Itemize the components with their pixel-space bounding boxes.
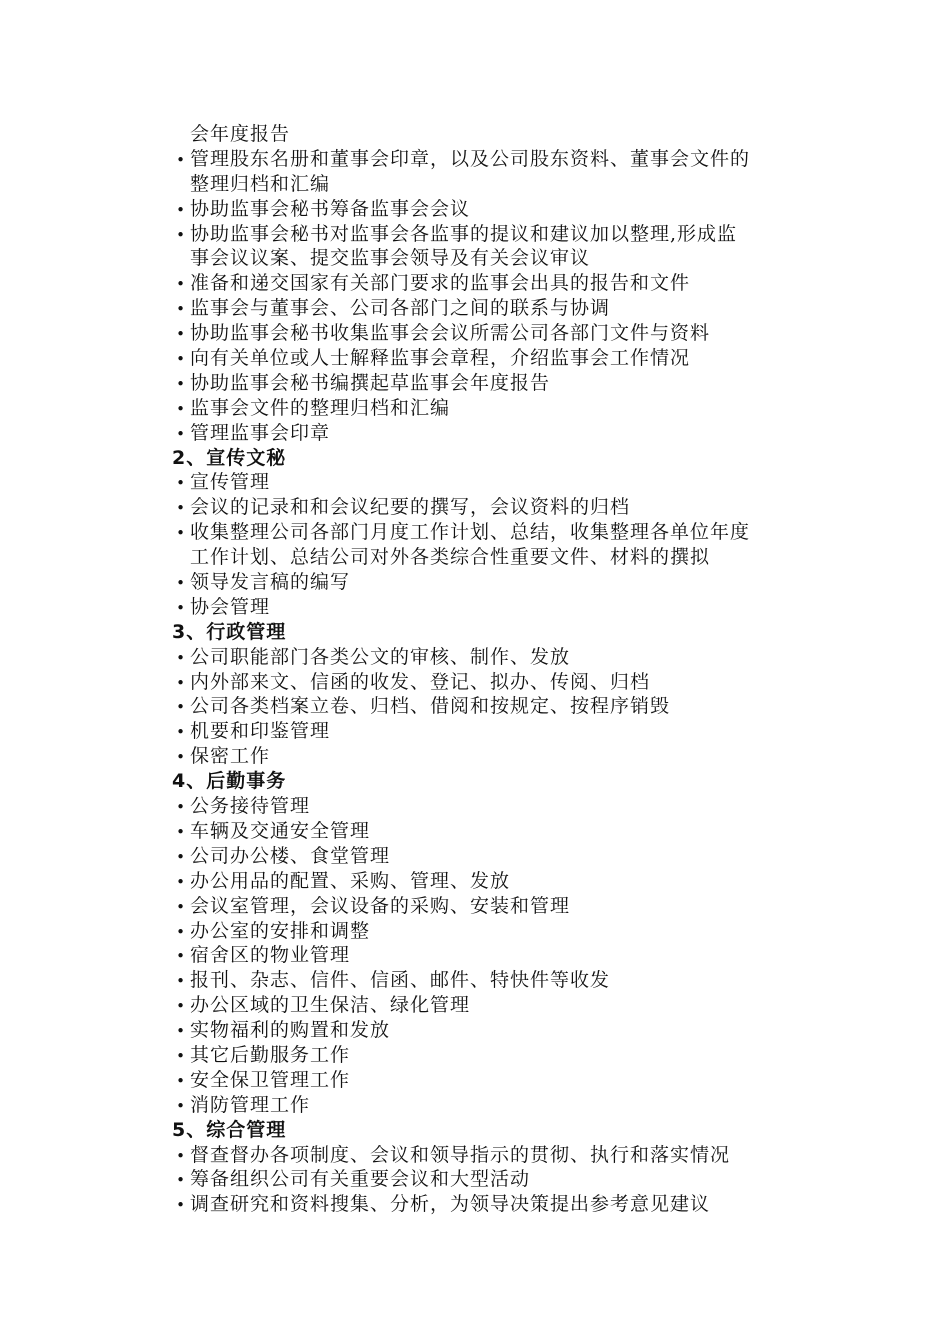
list-item (172, 894, 822, 919)
list-item-text: 机要和印鉴管理 (190, 720, 331, 743)
bullet-icon: • (176, 424, 186, 443)
list-item (172, 1043, 822, 1068)
list-item-text: 管理监事会印章 (190, 421, 331, 444)
list-item (172, 694, 822, 719)
list-item (172, 296, 822, 321)
list-item (172, 1167, 822, 1192)
list-item (172, 321, 822, 346)
bullet-icon: • (176, 225, 186, 244)
list-item-continuation: 整理归档和汇编 (190, 172, 331, 195)
list-item-text: 管理股东名册和董事会印章，以及公司股东资料、董事会文件的 (190, 147, 751, 170)
bullet-icon: • (176, 997, 186, 1016)
section-heading: 5、综合管理 (172, 1118, 287, 1141)
list-item (172, 1192, 822, 1217)
bullet-icon: • (176, 350, 186, 369)
list-item (172, 271, 822, 296)
bullet-icon: • (176, 399, 186, 418)
bullet-icon: • (176, 524, 186, 543)
list-item (172, 968, 822, 993)
list-item-text: 会议室管理，会议设备的采购、安装和管理 (190, 894, 571, 917)
list-item-text: 协助监事会秘书对监事会各监事的提议和建议加以整理,形成监 (190, 222, 738, 245)
list-item-text: 公司办公楼、食堂管理 (190, 844, 391, 867)
list-item (172, 1018, 822, 1043)
bullet-icon: • (176, 275, 186, 294)
bullet-icon: • (176, 897, 186, 916)
list-item-text: 报刊、杂志、信件、信函、邮件、特快件等收发 (190, 969, 611, 992)
bullet-icon: • (176, 723, 186, 742)
list-item-text: 宿舍区的物业管理 (190, 944, 351, 967)
bullet-icon: • (176, 1196, 186, 1215)
list-item-continuation: 工作计划、总结公司对外各类综合性重要文件、材料的撰拟 (190, 546, 711, 569)
bullet-icon: • (176, 598, 186, 617)
bullet-icon: • (176, 1146, 186, 1165)
list-item (172, 844, 822, 869)
list-item (172, 470, 822, 495)
list-item-text: 领导发言稿的编写 (190, 571, 351, 594)
list-item (172, 222, 822, 247)
bullet-icon: • (176, 847, 186, 866)
list-item-continuation: 会年度报告 (190, 123, 291, 145)
list-item (172, 396, 822, 421)
list-item (172, 744, 822, 769)
list-item-text: 公司各类档案立卷、归档、借阅和按规定、按程序销毁 (190, 695, 671, 718)
list-item-text: 准备和递交国家有关部门要求的监事会出具的报告和文件 (190, 272, 691, 295)
bullet-icon: • (176, 150, 186, 169)
list-item (172, 495, 822, 520)
list-item-text: 安全保卫管理工作 (190, 1068, 351, 1091)
list-item-text: 车辆及交通安全管理 (190, 819, 371, 842)
list-item-text: 监事会文件的整理归档和汇编 (190, 396, 451, 419)
bullet-icon: • (176, 300, 186, 319)
list-item-text: 办公区域的卫生保洁、绿化管理 (190, 994, 471, 1017)
list-item-text: 办公用品的配置、采购、管理、发放 (190, 869, 511, 892)
list-item (172, 719, 822, 744)
section-heading: 3、行政管理 (172, 620, 287, 643)
list-item-text: 向有关单位或人士解释监事会章程，介绍监事会工作情况 (190, 347, 691, 370)
bullet-icon: • (176, 499, 186, 518)
document-body (172, 122, 822, 1217)
list-item (172, 520, 822, 545)
list-item-text: 筹备组织公司有关重要会议和大型活动 (190, 1168, 531, 1191)
bullet-icon: • (176, 474, 186, 493)
list-item (172, 1143, 822, 1168)
list-item-text: 协会管理 (190, 595, 271, 618)
bullet-icon: • (176, 1071, 186, 1090)
bullet-icon: • (176, 748, 186, 767)
bullet-icon: • (176, 374, 186, 393)
list-item (172, 147, 822, 172)
list-item (172, 421, 822, 446)
bullet-icon: • (176, 648, 186, 667)
section-heading: 4、后勤事务 (172, 770, 287, 793)
bullet-icon: • (176, 872, 186, 891)
bullet-icon: • (176, 798, 186, 817)
list-item (172, 919, 822, 944)
list-item-text: 收集整理公司各部门月度工作计划、总结，收集整理各单位年度 (190, 521, 751, 544)
list-item (172, 794, 822, 819)
bullet-icon: • (176, 1096, 186, 1115)
list-item-text: 督查督办各项制度、会议和领导指示的贯彻、执行和落实情况 (190, 1143, 731, 1166)
list-item (172, 595, 822, 620)
bullet-icon: • (176, 200, 186, 219)
list-item (172, 670, 822, 695)
list-item-text: 协助监事会秘书收集监事会会议所需公司各部门文件与资料 (190, 322, 711, 345)
list-item-text: 内外部来文、信函的收发、登记、拟办、传阅、归档 (190, 670, 651, 693)
list-item-text: 消防管理工作 (190, 1093, 311, 1116)
list-item-text: 协助监事会秘书筹备监事会会议 (190, 197, 471, 220)
bullet-icon: • (176, 947, 186, 966)
list-item (172, 819, 822, 844)
list-item (172, 993, 822, 1018)
list-item-text: 监事会与董事会、公司各部门之间的联系与协调 (190, 297, 611, 320)
bullet-icon: • (176, 822, 186, 841)
list-item-text: 协助监事会秘书编撰起草监事会年度报告 (190, 371, 551, 394)
list-item-text: 实物福利的购置和发放 (190, 1019, 391, 1042)
bullet-icon: • (176, 698, 186, 717)
bullet-icon: • (176, 1046, 186, 1065)
list-item (172, 869, 822, 894)
list-item-text: 办公室的安排和调整 (190, 919, 371, 942)
section-heading: 2、宣传文秘 (172, 446, 287, 469)
list-item (172, 197, 822, 222)
list-item-text: 调查研究和资料搜集、分析，为领导决策提出参考意见建议 (190, 1193, 711, 1216)
list-item-text: 会议的记录和和会议纪要的撰写，会议资料的归档 (190, 496, 631, 519)
list-item-text: 公务接待管理 (190, 795, 311, 818)
list-item (172, 570, 822, 595)
list-item (172, 645, 822, 670)
bullet-icon: • (176, 673, 186, 692)
list-item-text: 保密工作 (190, 745, 271, 768)
list-item (172, 346, 822, 371)
bullet-icon: • (176, 922, 186, 941)
list-item (172, 943, 822, 968)
bullet-icon: • (176, 1022, 186, 1041)
list-item-text: 公司职能部门各类公文的审核、制作、发放 (190, 645, 571, 668)
list-item-text: 其它后勤服务工作 (190, 1043, 351, 1066)
bullet-icon: • (176, 325, 186, 344)
list-item (172, 1093, 822, 1118)
bullet-icon: • (176, 574, 186, 593)
list-item (172, 371, 822, 396)
list-item-text: 宣传管理 (190, 471, 271, 494)
bullet-icon: • (176, 972, 186, 991)
bullet-icon: • (176, 1171, 186, 1190)
list-item-continuation: 事会议议案、提交监事会领导及有关会议审议 (190, 247, 591, 270)
list-item (172, 1068, 822, 1093)
